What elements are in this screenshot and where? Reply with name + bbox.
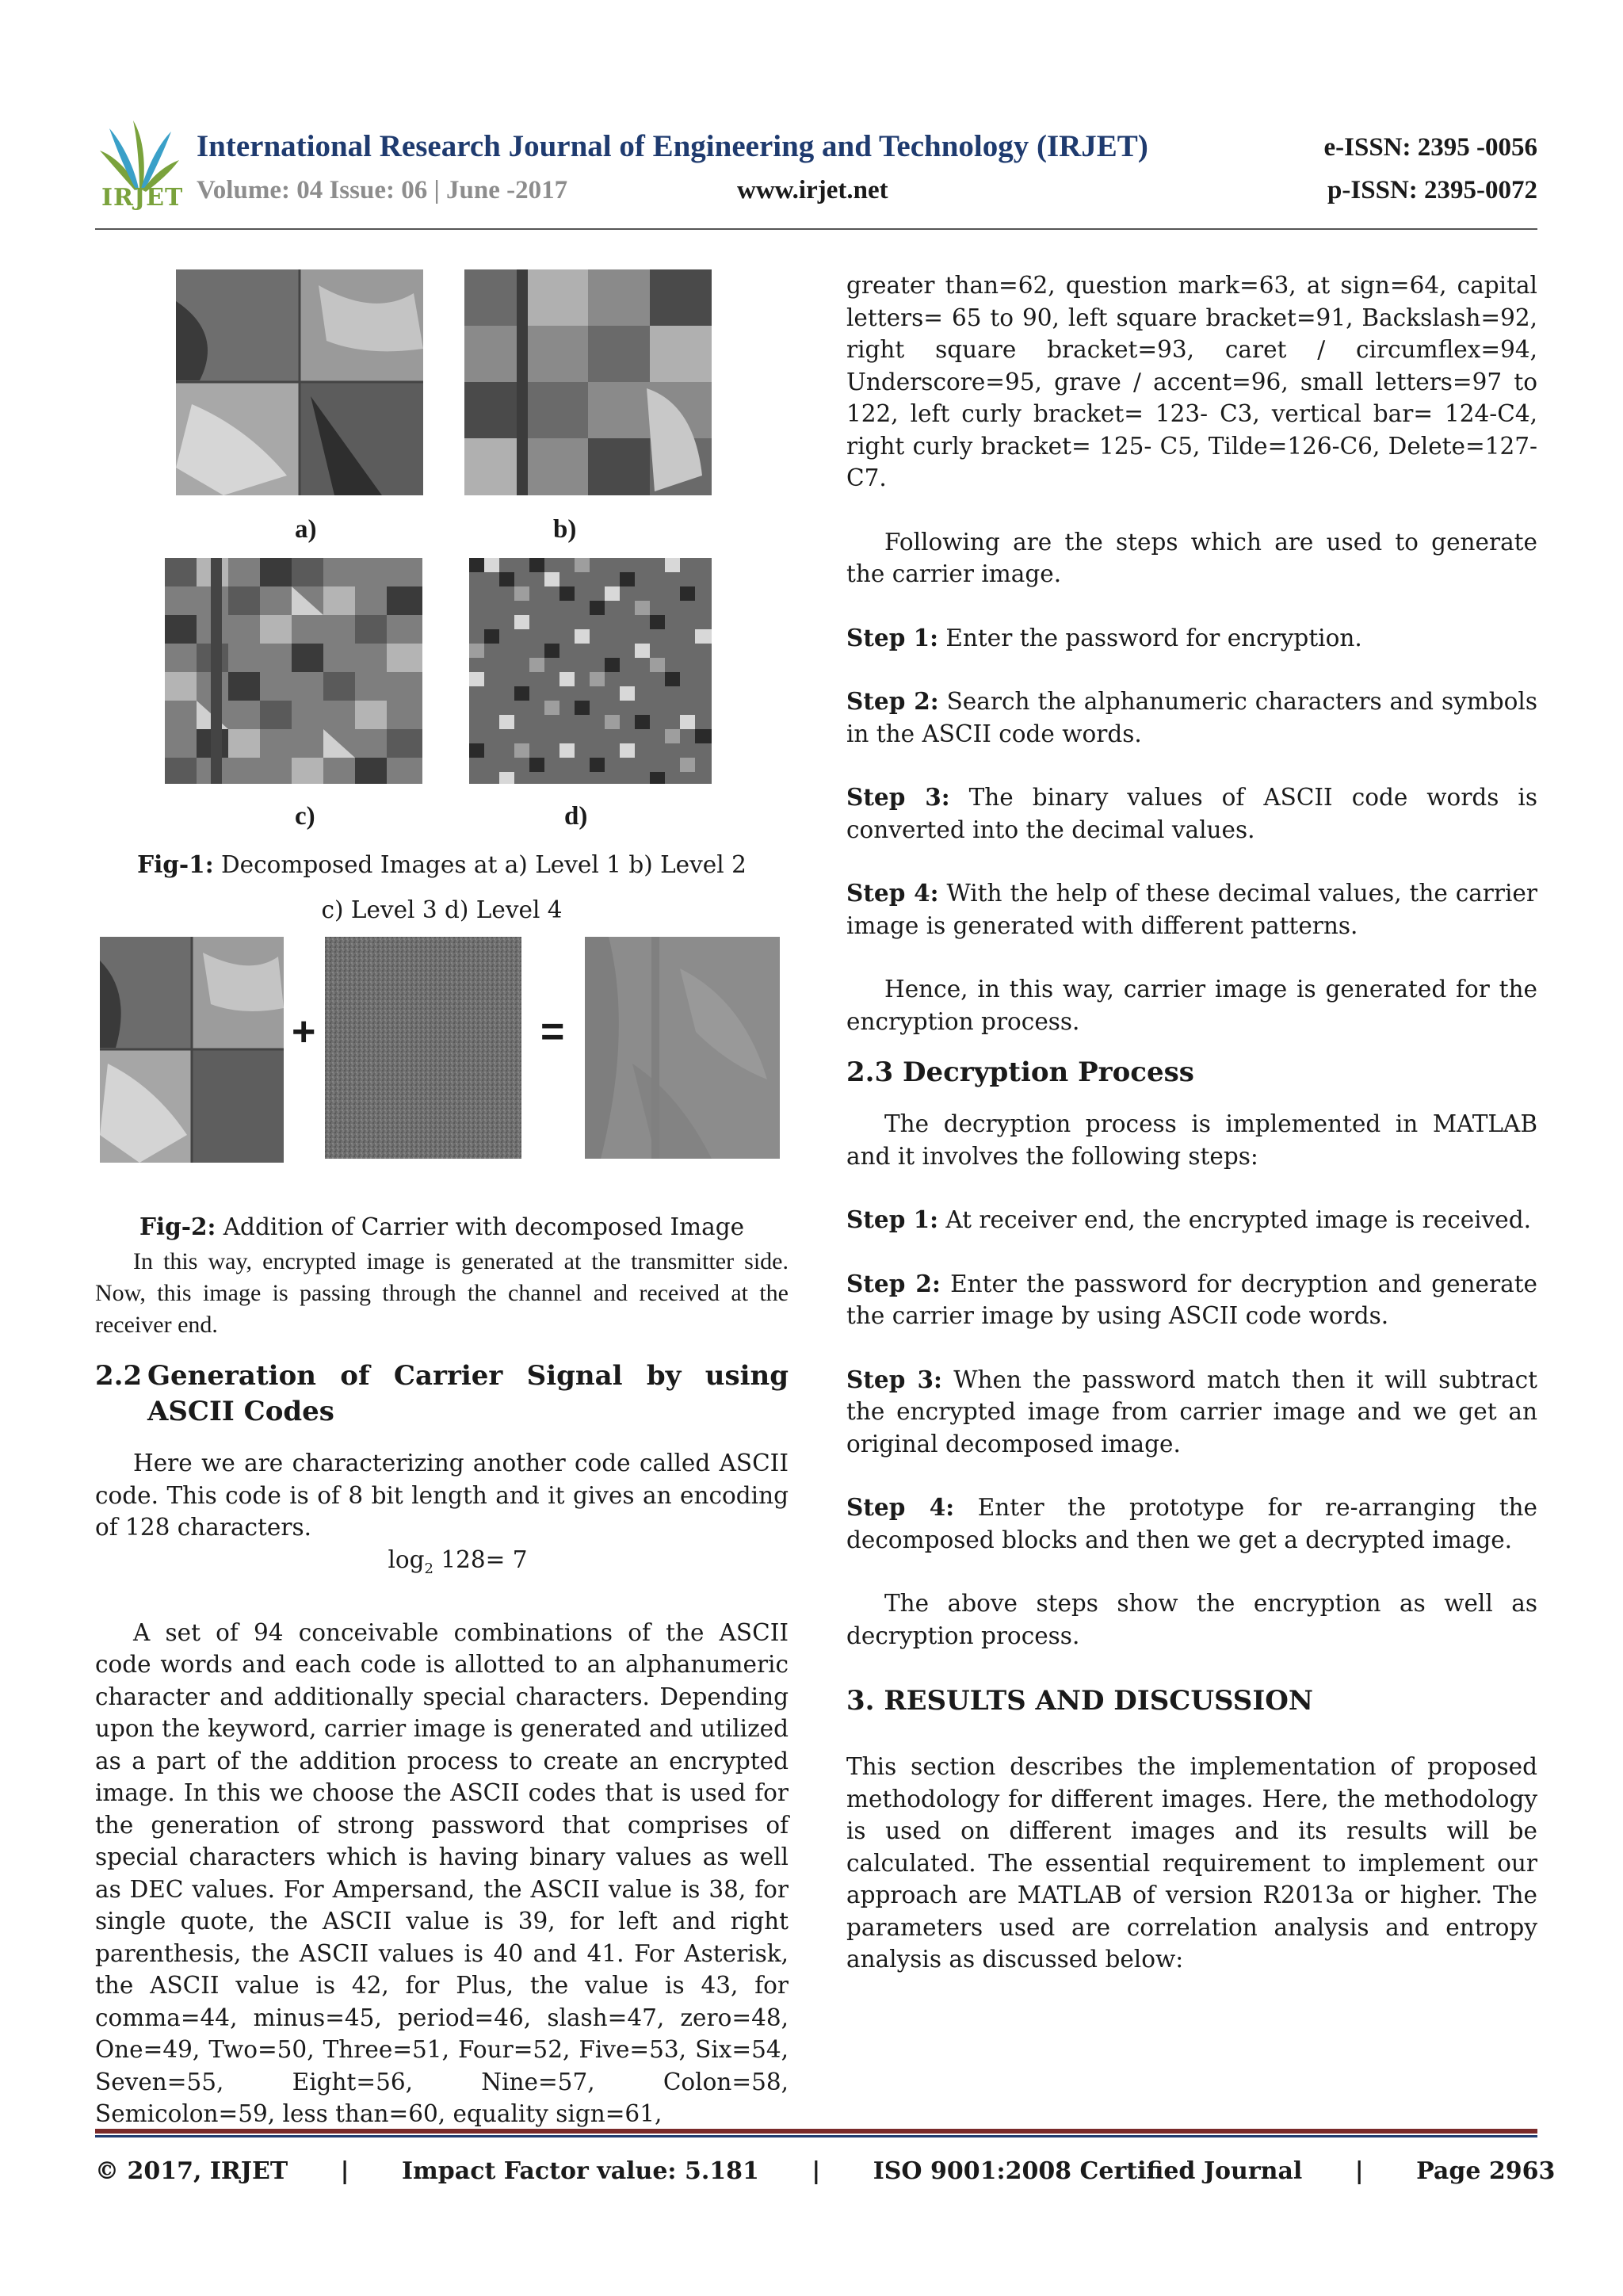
- dec-step-4-text: Enter the prototype for re-arranging the decomposed blocks and then we get a decrypted image.: [846, 1494, 1538, 1553]
- dec-step-1-label: Step 1:: [846, 1205, 939, 1233]
- gen-step-4-text: With the help of these decimal values, the carrier image is generated with different patterns.: [846, 880, 1537, 939]
- paragraph-ascii-continued: greater than=62, question mark=63, at sign=64, capital letters= 65 to 90, left square bracket=91, Backslash=92, right square bracket=93, caret / circumflex=94, Underscore=95, grave / accent=96, small letters=97 to 122, left curly bracket= 123- C3, vertical bar= 124-C4, right curly bracket= 125- C5, Tilde=126-C6, Delete=127- C7.: [846, 272, 1537, 491]
- section-2-3-heading: 2.3 Decryption Process: [846, 1056, 1194, 1088]
- e-issn: e-ISSN: 2395 -0056: [1323, 133, 1537, 162]
- gen-step-1-text: Enter the password for encryption.: [938, 624, 1362, 651]
- fig1-caption: [95, 842, 789, 933]
- footer-separator: |: [340, 2157, 349, 2185]
- footer-divider-red: [95, 2129, 1537, 2134]
- volume-issue: Volume: 04 Issue: 06 | June -2017: [197, 176, 568, 204]
- header-divider: [95, 228, 1537, 230]
- paragraph-results: This section describes the implementation of proposed methodology for different images. Here, the methodology is used on different images and its results will be calculated. The essential requirement to implement our approach are MATLAB of version R2013a or higher. The parameters used are correlation analysis and entropy analysis as discussed below:: [846, 1753, 1537, 1973]
- page-footer: [95, 2157, 1555, 2185]
- fig1-label-b: b): [553, 515, 577, 544]
- left-column: [95, 269, 789, 2130]
- dec-step-2: [846, 1268, 1537, 1332]
- fig1-label-a: a): [295, 515, 317, 544]
- gen-step-2-text: Search the alphanumeric characters and symbols in the ASCII code words.: [846, 688, 1538, 747]
- dec-step-3-label: Step 3:: [846, 1365, 942, 1393]
- gen-step-2: [846, 686, 1537, 750]
- fig1-caption-line2: c) Level 3 d) Level 4: [321, 896, 563, 923]
- fig2-caption-label: Fig-2:: [139, 1213, 216, 1240]
- formula-rest: 128= 7: [433, 1545, 528, 1573]
- journal-title: International Research Journal of Engineering and Technology (IRJET): [197, 129, 1148, 163]
- paragraph-above-steps: The above steps show the encryption as well as decryption process.: [846, 1590, 1537, 1649]
- fig2-caption: [95, 1209, 789, 1244]
- p-issn: p-ISSN: 2395-0072: [1327, 176, 1537, 204]
- dec-step-4: [846, 1492, 1537, 1556]
- paragraph-transmitter: In this way, encrypted image is generated at the transmitter side. Now, this image is passing through the channel and received at the receiver end.: [95, 1248, 789, 1338]
- fig1-label-d: d): [564, 802, 588, 831]
- footer-divider-blue: [95, 2135, 1537, 2137]
- dec-step-2-text: Enter the password for decryption and generate the carrier image by using ASCII code words.: [846, 1270, 1538, 1329]
- gen-step-4: [846, 877, 1537, 942]
- fig2-caption-text: Addition of Carrier with decomposed Image: [216, 1213, 745, 1240]
- dec-step-1: [846, 1204, 1537, 1236]
- gen-step-2-label: Step 2:: [846, 687, 939, 715]
- gen-step-1-label: Step 1:: [846, 623, 939, 651]
- equals-sign: =: [540, 1009, 565, 1055]
- footer-impact-factor: Impact Factor value: 5.181: [402, 2157, 759, 2185]
- website-link[interactable]: www.irjet.net: [737, 176, 888, 204]
- gen-step-3-label: Step 3:: [846, 783, 950, 811]
- fig1-caption-label: Fig-1:: [137, 850, 214, 878]
- fig1-image-c: [165, 558, 422, 784]
- logo-text: IRJET: [101, 184, 184, 212]
- paragraph-decryption-intro: The decryption process is implemented in MATLAB and it involves the following steps:: [846, 1110, 1537, 1170]
- dec-step-4-label: Step 4:: [846, 1493, 955, 1521]
- dec-step-2-label: Step 2:: [846, 1269, 941, 1297]
- footer-copyright: © 2017, IRJET: [95, 2157, 288, 2185]
- gen-step-1: [846, 622, 1537, 655]
- fig1-caption-line1: Decomposed Images at a) Level 1 b) Level 2: [213, 851, 747, 878]
- section-2-2-number: 2.2: [95, 1360, 143, 1392]
- fig2-encrypted-image: [585, 937, 780, 1159]
- footer-separator: |: [812, 2157, 821, 2185]
- section-3-heading: 3. RESULTS AND DISCUSSION: [846, 1685, 1313, 1717]
- figure-2: [95, 937, 789, 1198]
- fig1-image-b: [464, 269, 712, 495]
- formula-subscript: 2: [424, 1560, 433, 1577]
- fig2-decomposed-image: [100, 937, 284, 1163]
- gen-step-4-label: Step 4:: [846, 879, 939, 907]
- formula-log: [127, 1544, 789, 1585]
- footer-iso: ISO 9001:2008 Certified Journal: [873, 2157, 1303, 2185]
- paragraph-ascii-values: A set of 94 conceivable combinations of the ASCII code words and each code is allotted to an alphanumeric character and additionally special characters. Depending upon the keyword, carrier image is generated and utilized as a part of the addition process to create an encrypted image. In this we choose the ASCII codes that is used for the generation of strong password that comprises of special characters which is having binary values as well as DEC values. For Ampersand, the ASCII value is 38, for single quote, the ASCII value is 39, for left and right parenthesis, the ASCII values is 40 and 41. For Asterisk, the ASCII value is 42, for Plus, the value is 43, for comma=44, minus=45, period=46, slash=47, zero=48, One=49, Two=50, Three=51, Four=52, Five=53, Six=54, Seven=55, Eight=56, Nine=57, Colon=58, Semicolon=59, less than=60, equality sign=61,: [95, 1618, 789, 2128]
- section-2-2-title: Generation of Carrier Signal by using ASCII Codes: [147, 1360, 789, 1427]
- plus-sign: +: [292, 1009, 316, 1055]
- fig1-label-c: c): [295, 802, 315, 831]
- paragraph-following-steps: Following are the steps which are used to generate the carrier image.: [846, 528, 1537, 587]
- dec-step-3-text: When the password match then it will subtract the encrypted image from carrier image and we get an original decomposed image.: [846, 1366, 1538, 1457]
- right-column: [846, 269, 1537, 1976]
- figure-1: [95, 269, 789, 923]
- dec-step-3: [846, 1364, 1537, 1461]
- fig1-image-d: [469, 558, 712, 784]
- gen-step-3-text: The binary values of ASCII code words is converted into the decimal values.: [846, 784, 1537, 843]
- paragraph-hence: Hence, in this way, carrier image is generated for the encryption process.: [846, 976, 1537, 1035]
- section-2-2-heading: [95, 1358, 789, 1430]
- page-header: [95, 111, 1537, 230]
- dec-step-1-text: At receiver end, the encrypted image is received.: [938, 1206, 1532, 1233]
- fig2-carrier-image: [325, 937, 521, 1159]
- formula-log-text: log: [388, 1545, 425, 1573]
- paragraph-ascii-intro: Here we are characterizing another code called ASCII code. This code is of 8 bit length and it gives an encoding of 128 characters.: [95, 1450, 789, 1541]
- footer-page-number: Page 2963: [1416, 2157, 1556, 2185]
- gen-step-3: [846, 781, 1537, 846]
- fig1-image-a: [176, 269, 423, 495]
- footer-separator: |: [1354, 2157, 1364, 2185]
